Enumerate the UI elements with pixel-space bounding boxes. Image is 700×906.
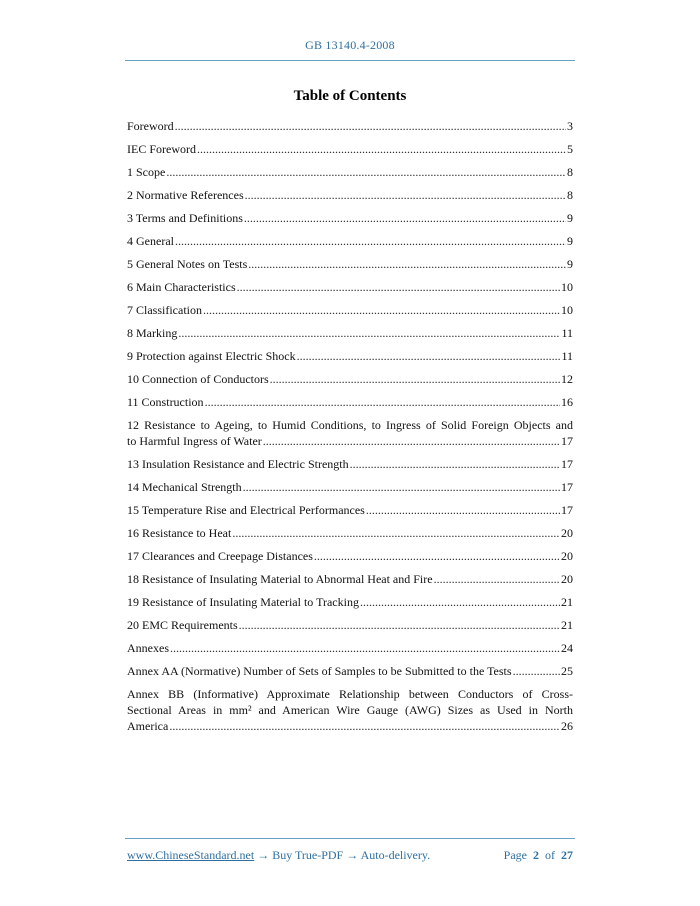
page-of-label: of <box>545 848 555 862</box>
toc-entry-page: 16 <box>561 395 573 409</box>
toc-entry-protection-electric-shock[interactable] <box>127 348 573 364</box>
toc-entry-label: 9 Protection against Electric Shock <box>127 349 296 363</box>
toc-entry-construction[interactable] <box>127 394 573 410</box>
document-header-title: GB 13140.4-2008 <box>305 38 395 52</box>
toc-leader-dots <box>239 617 560 633</box>
toc-entry-page: 26 <box>561 719 573 733</box>
toc-leader-dots <box>170 640 560 656</box>
toc-entry-page: 8 <box>567 188 573 202</box>
toc-entry-label: 1 Scope <box>127 165 166 179</box>
toc-leader-dots <box>434 571 560 587</box>
toc-entry-temperature-rise[interactable] <box>127 502 573 518</box>
toc-entry-label: 15 Temperature Rise and Electrical Performances <box>127 503 365 517</box>
toc-entry-page: 5 <box>567 142 573 156</box>
toc-leader-dots <box>366 502 560 518</box>
toc-entry-label: 17 Clearances and Creepage Distances <box>127 549 313 563</box>
toc-leader-dots <box>166 164 566 180</box>
toc-entry-connection-conductors[interactable] <box>127 371 573 387</box>
toc-entry-label: IEC Foreword <box>127 142 196 156</box>
toc-entry-label: America <box>127 719 169 733</box>
toc-leader-dots <box>263 433 560 449</box>
toc-entry-page: 10 <box>561 280 573 294</box>
toc-entry-last-line <box>127 718 573 734</box>
toc-entry-page: 20 <box>561 526 573 540</box>
toc-leader-dots <box>203 302 560 318</box>
toc-entry-label: 2 Normative References <box>127 188 244 202</box>
toc-entry-label: 6 Main Characteristics <box>127 280 236 294</box>
toc-entry-last-line <box>127 433 573 449</box>
toc-entry-label-line: 12 Resistance to Ageing, to Humid Conditions, to Ingress of Solid Foreign Objects and <box>127 418 573 432</box>
toc-entry-label: 16 Resistance to Heat <box>127 526 232 540</box>
toc-leader-dots <box>175 118 566 134</box>
page-indicator <box>504 848 573 863</box>
toc-leader-dots <box>248 256 566 272</box>
current-page-number: 2 <box>533 848 539 862</box>
toc-entry-iec-foreword[interactable] <box>127 141 573 157</box>
toc-entry-label: 13 Insulation Resistance and Electric Strength <box>127 457 349 471</box>
toc-entry-resistance-ageing[interactable] <box>127 417 573 449</box>
toc-entry-label: Annexes <box>127 641 169 655</box>
footer-divider <box>125 838 575 839</box>
toc-leader-dots <box>314 548 560 564</box>
toc-entry-classification[interactable] <box>127 302 573 318</box>
toc-entry-page: 10 <box>561 303 573 317</box>
toc-leader-dots <box>360 594 560 610</box>
toc-entry-emc-requirements[interactable] <box>127 617 573 633</box>
toc-entry-page: 11 <box>561 326 573 340</box>
toc-entry-page: 24 <box>561 641 573 655</box>
website-link[interactable]: www.ChineseStandard.net <box>127 848 255 862</box>
toc-entry-label: 14 Mechanical Strength <box>127 480 242 494</box>
toc-entry-tracking[interactable] <box>127 594 573 610</box>
toc-entry-main-characteristics[interactable] <box>127 279 573 295</box>
toc-leader-dots <box>270 371 560 387</box>
toc-entry-page: 17 <box>561 480 573 494</box>
toc-leader-dots <box>175 233 566 249</box>
toc-entry-page: 9 <box>567 211 573 225</box>
toc-entry-label: Annex AA (Normative) Number of Sets of Samples to be Submitted to the Tests <box>127 664 512 678</box>
toc-entry-page: 11 <box>561 349 573 363</box>
toc-entry-page: 3 <box>567 119 573 133</box>
toc-entry-abnormal-heat-fire[interactable] <box>127 571 573 587</box>
toc-entry-page: 25 <box>561 664 573 678</box>
toc-entry-resistance-heat[interactable] <box>127 525 573 541</box>
toc-entry-general-notes-tests[interactable] <box>127 256 573 272</box>
toc-entry-page: 17 <box>561 503 573 517</box>
total-page-count: 27 <box>561 848 573 862</box>
toc-leader-dots <box>178 325 560 341</box>
toc-entry-scope[interactable] <box>127 164 573 180</box>
table-of-contents <box>127 118 573 741</box>
toc-entry-label: 8 Marking <box>127 326 178 340</box>
toc-entry-label-line: Annex BB (Informative) Approximate Relationship between Conductors of Cross- <box>127 687 573 701</box>
toc-entry-page: 17 <box>561 457 573 471</box>
page-label: Page <box>503 848 527 862</box>
toc-title: Table of Contents <box>293 88 407 104</box>
header-divider <box>125 60 575 61</box>
toc-entry-page: 17 <box>561 434 573 448</box>
toc-leader-dots <box>350 456 560 472</box>
toc-entry-marking[interactable] <box>127 325 573 341</box>
footer-promo <box>127 848 430 863</box>
toc-entry-annex-aa[interactable] <box>127 663 573 679</box>
toc-entry-insulation-resistance[interactable] <box>127 456 573 472</box>
toc-entry-label: 5 General Notes on Tests <box>127 257 248 271</box>
toc-leader-dots <box>237 279 560 295</box>
toc-entry-terms-definitions[interactable] <box>127 210 573 226</box>
toc-leader-dots <box>205 394 560 410</box>
toc-entry-page: 9 <box>567 257 573 271</box>
toc-entry-page: 12 <box>561 372 573 386</box>
toc-entry-page: 8 <box>567 165 573 179</box>
toc-leader-dots <box>244 210 566 226</box>
toc-entry-page: 9 <box>567 234 573 248</box>
toc-entry-label: 10 Connection of Conductors <box>127 372 269 386</box>
toc-entry-label: 20 EMC Requirements <box>127 618 238 632</box>
toc-entry-label: 3 Terms and Definitions <box>127 211 243 225</box>
toc-entry-label: 18 Resistance of Insulating Material to Abnormal Heat and Fire <box>127 572 433 586</box>
toc-entry-page: 21 <box>561 618 573 632</box>
toc-entry-label: 11 Construction <box>127 395 204 409</box>
toc-leader-dots <box>243 479 560 495</box>
toc-entry-label: Foreword <box>127 119 174 133</box>
toc-entry-foreword[interactable] <box>127 118 573 134</box>
toc-entry-label: 7 Classification <box>127 303 202 317</box>
toc-entry-page: 20 <box>561 549 573 563</box>
toc-leader-dots <box>169 718 560 734</box>
footer-promo-text: → Buy True-PDF → Auto-delivery. <box>254 848 431 862</box>
toc-entry-general[interactable] <box>127 233 573 249</box>
toc-entry-label: 19 Resistance of Insulating Material to Tracking <box>127 595 359 609</box>
toc-entry-page: 21 <box>561 595 573 609</box>
toc-entry-mechanical-strength[interactable] <box>127 479 573 495</box>
toc-entry-annex-bb[interactable] <box>127 686 573 734</box>
toc-entry-label-line: Sectional Areas in mm² and American Wire Gauge (AWG) Sizes as Used in North <box>127 703 573 717</box>
toc-leader-dots <box>232 525 560 541</box>
toc-leader-dots <box>197 141 566 157</box>
toc-entry-clearances-creepage[interactable] <box>127 548 573 564</box>
toc-entry-label: to Harmful Ingress of Water <box>127 434 262 448</box>
toc-leader-dots <box>513 663 560 679</box>
toc-leader-dots <box>297 348 561 364</box>
toc-entry-normative-references[interactable] <box>127 187 573 203</box>
toc-entry-page: 20 <box>561 572 573 586</box>
toc-leader-dots <box>245 187 566 203</box>
toc-entry-label: 4 General <box>127 234 174 248</box>
toc-entry-annexes[interactable] <box>127 640 573 656</box>
